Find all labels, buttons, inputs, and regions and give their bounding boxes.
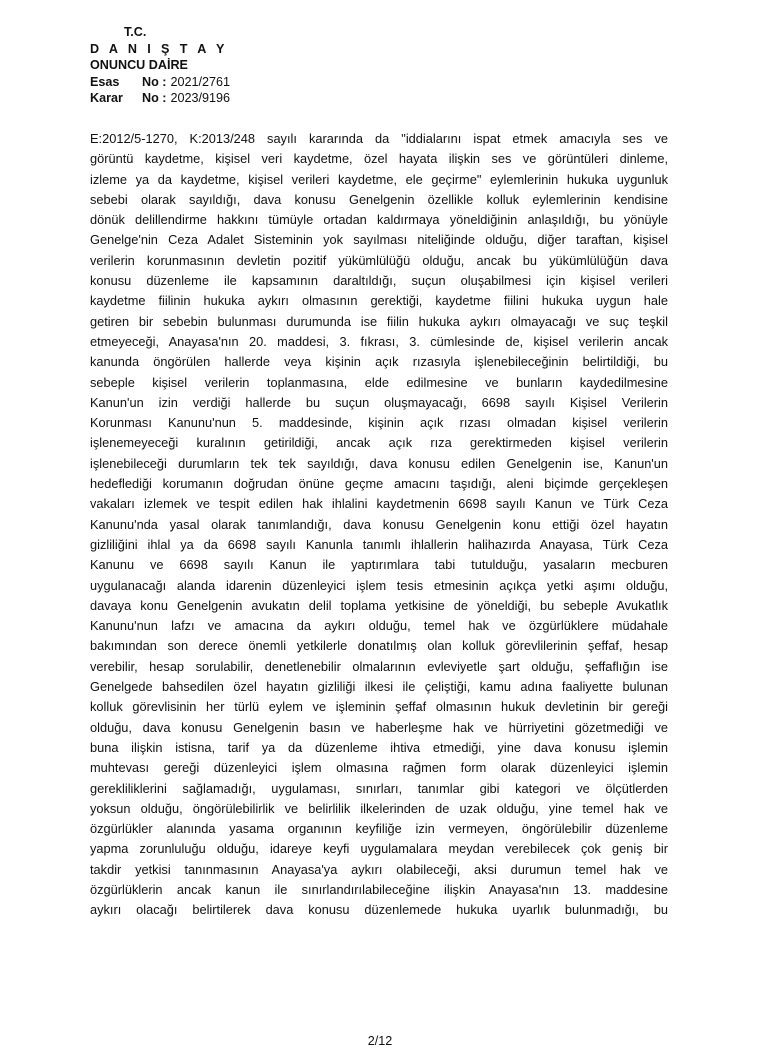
court-name: D A N I Ş T A Y: [90, 41, 228, 56]
body-line: uygulanacağı alanda idarenin düzenleyici işlem tesis etmesinin açıkça yetki aşımı olduğu,: [90, 577, 668, 593]
body-line: verebilir, hesap sorulabilir, denetlenebilir olmalarının evleviyetle şart olduğu, şeffaflığın ise: [90, 658, 668, 674]
body-line: yapma zorunluluğu olduğu, idareye keyfi uygulamalara meydan verebilecek çok geniş bir: [90, 841, 668, 857]
karar-label: Karar: [90, 91, 123, 106]
karar-number: 2023/9196: [170, 91, 231, 106]
body-line: Korunması Kanunu'nun 5. maddesinde, kişinin açık rızası olmadan kişisel verilerin: [90, 415, 668, 431]
body-line: kaydetme fiilinin hukuka aykırı olmasının gerektiği, kaydetme fiilini hukuka uygun hale: [90, 293, 668, 309]
body-line: görüntü kaydetme, kişisel veri kaydetme, özel hayata ilişkin ses ve görüntüleri dinleme,: [90, 151, 668, 167]
body-line: gizliliğini ihlal ya da 6698 sayılı Kanunla tanımlı ihlallerin halihazırda Anayasa, Türk Ceza: [90, 536, 668, 552]
chamber-name: ONUNCU DAİRE: [90, 58, 188, 73]
body-line: hedeflediği korumanın doğrudan önüne geçme amacını taşıdığı, aleni biçimde gerçekleşen: [90, 476, 668, 492]
body-line: olduğu, dava konusu Genelgenin basın ve haberleşme hak ve hürriyetini gözetmediği ve: [90, 719, 668, 735]
body-line: bakımından son derece önemli yetkilerle donatılmış olan kolluk görevlilerinin şeffaf, hesap: [90, 638, 668, 654]
karar-no-label: No :: [142, 91, 167, 106]
body-line: yoksun olduğu, öngörülebilirlik ve belirlilik ilkelerinden de uzak olduğu, yine temel hak ve: [90, 800, 668, 816]
body-line: Genelgede bahsedilen özel hayatın gizliliği ilkesi ile çeliştiği, kamu adına faaliyette bulunan: [90, 679, 668, 695]
body-line: konusu düzenleme ile kapsamının daraltıldığı, suçun oluşabilmesi için kişisel verileri: [90, 273, 668, 289]
body-line: Genelge'nin Ceza Adalet Sisteminin yok sayılması niteliğinde olduğu, diğer taraftan, kişisel: [90, 232, 668, 248]
body-line: Kanun'un izin verdiği hallerde bu suçun oluşmayacağı, 6698 sayılı Kişisel Verilerin: [90, 394, 668, 410]
body-line: verilerin korunmasının devletin pozitif yükümlülüğü olduğu, ancak bu yükümlülüğün dava: [90, 252, 668, 268]
body-line: özgürlüklerin ancak kanun ile sınırlandırılabileceğine ilişkin Anayasa'nın 13. maddesine: [90, 881, 668, 897]
body-line: buna ilişkin istisna, tarif ya da düzenleme ihtiva etmediği, yine dava konusu işlemin: [90, 739, 668, 755]
tc-label: T.C.: [124, 25, 147, 39]
body-line: getiren bir sebebin bulunması durumunda ise fiilin hukuka aykırı olmayacağı ve suç teşkil: [90, 313, 668, 329]
document-header: [90, 24, 230, 107]
body-line: vakaları izlemek ve tespit edilen hak ihlalini kaydetmenin 6698 sayılı Kanun ve Türk Ceza: [90, 496, 668, 512]
body-line: takdir yetkisi tanınmasının Anayasa'ya aykırı olabileceği, aksi durumun temel hak ve: [90, 861, 668, 877]
body-line: E:2012/5-1270, K:2013/248 sayılı kararında da "iddialarını ispat etmek amacıyla ses ve: [90, 131, 668, 146]
body-line: işlenemeyeceği kuralının getirildiği, ancak açık rıza gerektirmeden kişisel verilerin: [90, 435, 668, 451]
body-line: Kanunu'nun lafzı ve amacına da aykırı olduğu, temel hak ve özgürlüklere müdahale: [90, 618, 668, 634]
body-line: gerekliliklerini sağlamadığı, uygulaması, sınırları, tanımlar gibi kategori ve ölçütlerden: [90, 780, 668, 796]
esas-number: 2021/2761: [170, 74, 231, 89]
body-line: Kanunu'nda yasal olarak tanımlandığı, dava konusu Genelgenin konu ettiği özel hayatın: [90, 516, 668, 532]
body-line: sebebi olarak sayıldığı, dava konusu Genelgenin özellikle kolluk eylemlerinin kendisine: [90, 191, 668, 207]
body-line: dönük delillendirme hakkını tümüyle ortadan kaldırmaya yöneldiğinin anlaşıldığı, bu yönüyle: [90, 212, 668, 228]
body-line: Kanunu ve 6698 sayılı Kanun ile yaptırımlara tabi tutulduğu, yasaların mecburen: [90, 557, 668, 573]
esas-label: Esas: [90, 74, 120, 89]
body-line: muhtevası gereği düzenleyici işlem olmasına rağmen form olarak düzenleyici işlemin: [90, 760, 668, 776]
body-line: özgürlükler alanında yasama organının keyfiliğe izin vermeyen, öngörülebilir düzenleme: [90, 821, 668, 837]
body-line: kolluk görevlisinin her türlü eylem ve işleminin şeffaf olmasının hukuk devletinin bir gereği: [90, 699, 668, 715]
body-line: işlenebileceği durumların tek tek sayıldığı, dava konusu edilen Genelgenin ise, Kanun'un: [90, 455, 668, 471]
page-number: 2/12: [367, 1034, 393, 1048]
esas-no-label: No :: [142, 74, 167, 89]
body-line: kanunda öngörülen hallerde veya kişinin açık rızasıyla işlenebileceğinin belirtildiği, bu: [90, 354, 668, 370]
body-paragraph: [90, 129, 668, 921]
body-line: sebeple kişisel verilerin toplanmasına, elde edilmesine ve bunların kaydedilmesine: [90, 374, 668, 390]
body-line: aykırı olacağı belirtilerek dava konusu düzenlemede hukuka uyarlık bulunmadığı, bu: [90, 902, 668, 918]
esas-row: [90, 74, 230, 91]
body-line: izleme ya da kaydetme, kişisel verileri kaydetme, ele geçirme" eylemlerinin hukuka uygunluk: [90, 171, 668, 187]
body-line: davaya konu Genelgenin avukatın delil toplama yetkisine de yöneldiği, bu sebeple Avukatlık: [90, 597, 668, 613]
karar-row: [90, 90, 230, 107]
body-line: etmeyeceği, Anayasa'nın 20. maddesi, 3. fıkrası, 3. cümlesinde de, kişisel verilerin ancak: [90, 333, 668, 349]
